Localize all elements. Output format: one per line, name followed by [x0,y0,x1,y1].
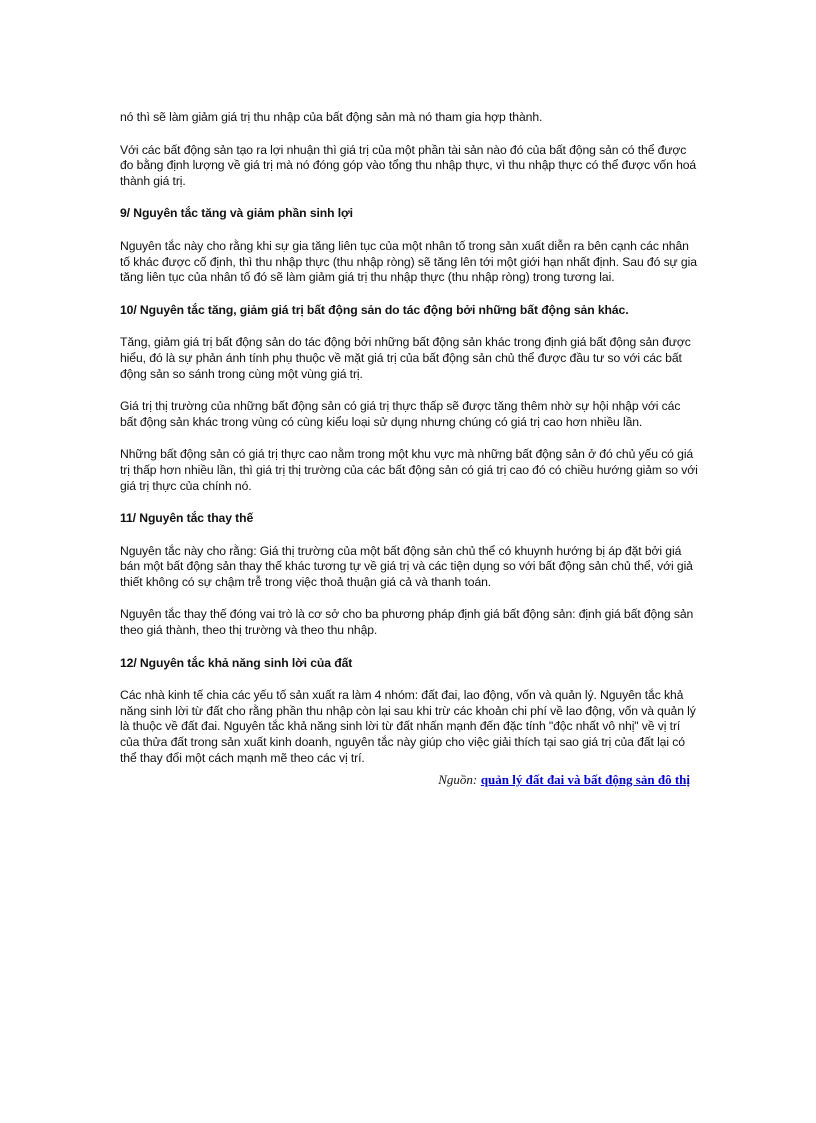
section-9-heading: 9/ Nguyên tắc tăng và giảm phần sinh lợi [120,206,353,221]
section-11-paragraph-1: Nguyên tắc này cho rằng: Giá thị trường của một bất động sản chủ thể có khuynh hướng bị áp đặt bởi giá bán một bất động sản thay thế khác tương tự về giá trị và các tiện dụng so với bất động sản chủ thể, với giả thiết không có sự chậm trễ trong việc thoả thuận giá cả và thanh toán. [120,543,693,589]
section-10-paragraph-2: Giá trị thị trường của những bất động sản có giá trị thực thấp sẽ được tăng thêm nhờ sự hội nhập với các bất động sản khác trong vùng có cùng kiểu loại sử dụng nhưng chúng có giá trị cao hơn nhiều lần. [120,399,681,429]
section-10-paragraph-1: Tăng, giảm giá trị bất động sản do tác động bởi những bất động sản khác trong định giá bất động sản được hiểu, đó là sự phản ánh tính phụ thuộc về mặt giá trị của bất động sản chủ thể được đầu tư so với các bất động sản so sánh trong cùng một vùng giá trị. [120,335,691,381]
section-10-heading: 10/ Nguyên tắc tăng, giảm giá trị bất động sản do tác động bởi những bất động sản khác. [120,302,629,317]
document-page [120,110,698,788]
section-9-paragraph-1: Nguyên tắc này cho rằng khi sự gia tăng liên tục của một nhân tố trong sản xuất diễn ra bên cạnh các nhân tố khác được cố định, thì thu nhập thực (thu nhập ròng) sẽ tăng lên tới một giới hạn nhất định. Sau đó sự gia tăng liên tục của nhân tố đó sẽ làm giảm giá trị thu nhập thực (thu nhập ròng) trong tương lai. [120,238,697,285]
source-citation [120,771,698,788]
paragraph-intro-2: Với các bất động sản tạo ra lợi nhuận thì giá trị của một phần tài sản nào đó của bất động sản có thể được đo bằng định lượng về giá trị mà nó đóng góp vào tổng thu nhập thực, vì thu nhập thực có thể được vốn hoá thành giá trị. [120,142,697,188]
section-11-paragraph-2: Nguyên tắc thay thế đóng vai trò là cơ sở cho ba phương pháp định giá bất động sản: định giá bất động sản theo giá thành, theo thị trường và theo thu nhập. [120,607,694,638]
paragraph-intro-1: nó thì sẽ làm giảm giá trị thu nhập của bất động sản mà nó tham gia hợp thành. [120,110,543,124]
section-11-heading: 11/ Nguyên tắc thay thế [120,511,254,526]
source-label: Nguồn: [438,772,478,788]
section-12-paragraph-1: Các nhà kinh tế chia các yếu tố sản xuất ra làm 4 nhóm: đất đai, lao động, vốn và quản lý. Nguyên tắc khả năng sinh lời từ đất cho rằng phần thu nhập còn lại sau khi trừ các khoản chi phí về lao động, vốn và quản lý là thuộc về đất đai. Nguyên tắc khả năng sinh lời từ đất nhấn mạnh đến đặc tính "độc nhất vô nhị" về vị trí của thửa đất trong sản xuất kinh doanh, nguyên tắc này giúp cho việc giải thích tại sao giá trị của đất lại có thể thay đổi một cách mạnh mẽ theo các vị trí. [120,688,696,765]
source-link[interactable]: quản lý đất đai và bất động sản đô thị [480,772,690,788]
section-12-heading: 12/ Nguyên tắc khả năng sinh lời của đất [120,655,353,670]
section-10-paragraph-3: Những bất động sản có giá trị thực cao nằm trong một khu vực mà những bất động sản ở đó chủ yếu có giá trị thấp hơn nhiều lần, thì giá trị thị trường của các bất động sản có giá trị cao đó có chiều hướng giảm so với giá trị thực của chính nó. [120,447,698,493]
